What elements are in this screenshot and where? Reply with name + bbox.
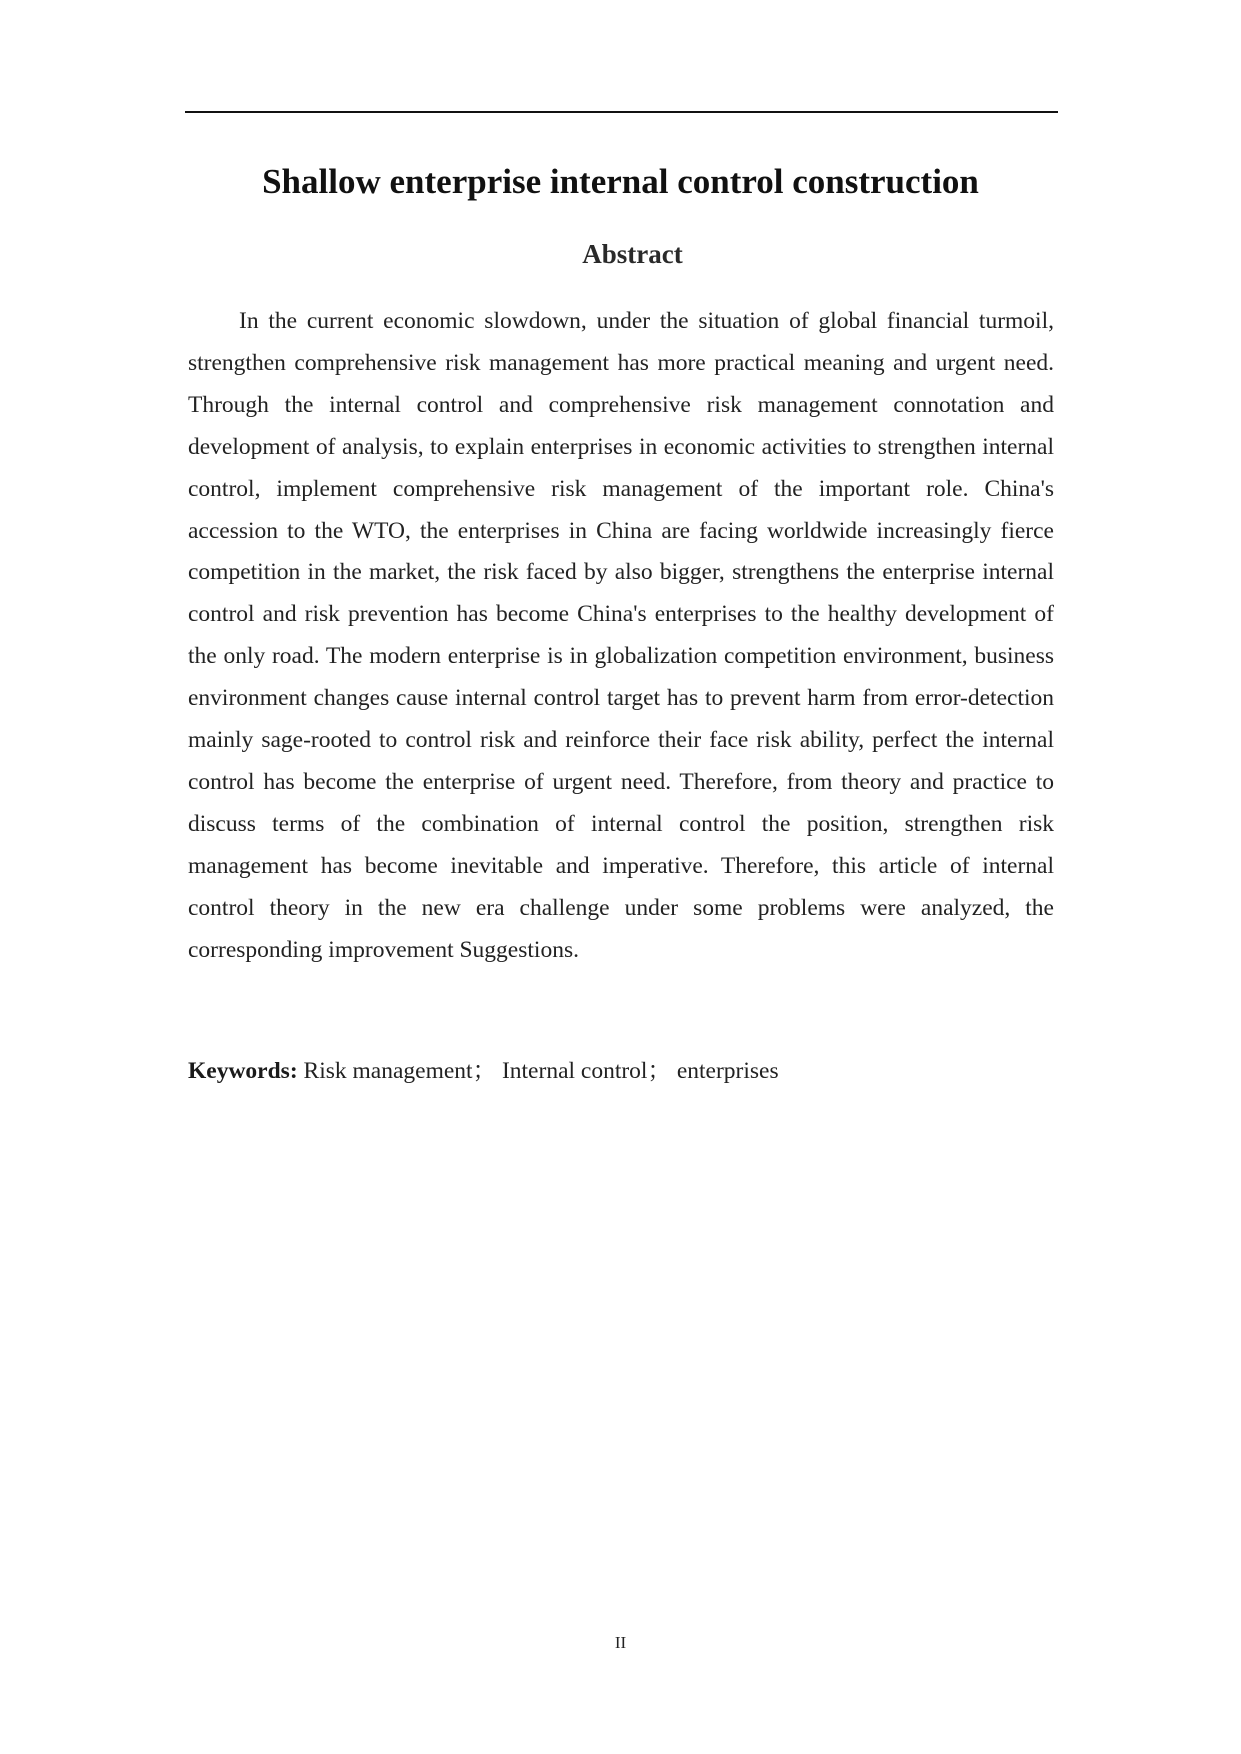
header-rule	[185, 111, 1058, 113]
keyword-item: enterprises	[676, 1058, 779, 1084]
keyword-item: Internal control；	[501, 1058, 671, 1084]
document-title: Shallow enterprise internal control construction	[262, 162, 979, 201]
page-number: II	[614, 1633, 627, 1652]
keyword-item: Risk management；	[303, 1058, 497, 1084]
abstract-heading: Abstract	[582, 239, 683, 269]
abstract-body: In the current economic slowdown, under the situation of global financial turmoil, strengthen comprehensive risk management has more practical meaning and urgent need. Through the internal control and comprehensive risk management connotation and development of analysis, to explain enterprises in economic activities to strengthen internal control, implement comprehensive risk management of the important role. China's accession to the WTO, the enterprises in China are facing worldwide increasingly fierce competition in the market, the risk faced by also bigger, strengthens the enterprise internal control and risk prevention has become China's enterprises to the healthy development of the only road. The modern enterprise is in globalization competition environment, business environment changes cause internal control target has to prevent harm from error-detection mainly sage-rooted to control risk and reinforce their face risk ability, perfect the internal control has become the enterprise of urgent need. Therefore, from theory and practice to discuss terms of the combination of internal control the position, strengthen risk management has become inevitable and imperative. Therefore, this article of internal control theory in the new era challenge under some problems were analyzed, the corresponding improvement Suggestions.	[188, 308, 1054, 963]
keywords-label: Keywords:	[188, 1058, 298, 1084]
keywords-line	[188, 1054, 1054, 1088]
